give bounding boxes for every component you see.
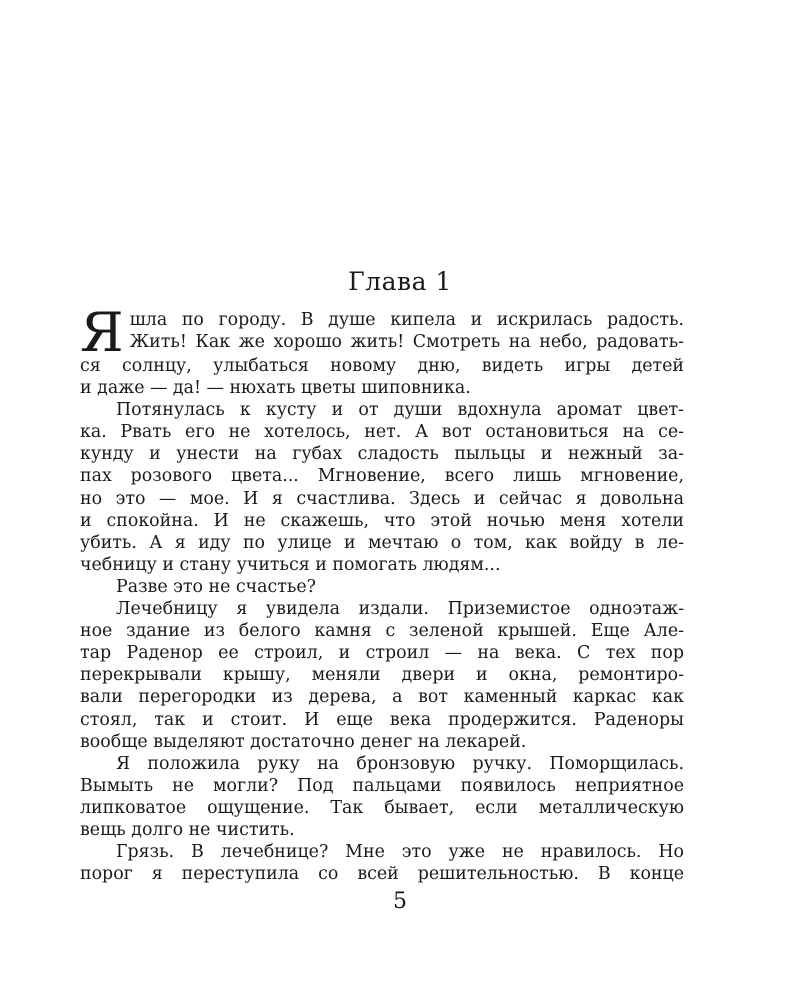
text-line: но это — мое. И я счастлива. Здесь и сейчас я довольна (80, 488, 684, 509)
text-line: перекрывали крышу, меняли двери и окна, ремонтиро- (80, 665, 684, 686)
text-line: тар Раденор ее строил, и строил — на века. С тех пор (80, 643, 684, 664)
page-number: 5 (393, 889, 407, 914)
text-line: и спокойна. И не скажешь, что этой ночью меня хотели (80, 510, 684, 531)
chapter-title: Глава 1 (348, 267, 452, 296)
body-text (80, 309, 684, 885)
text-line: вообще выделяют достаточно денег на лекарей. (80, 731, 527, 752)
text-line: Разве это не счастье? (116, 576, 316, 597)
drop-cap: Я (80, 309, 124, 355)
text-line: липковатое ощущение. Так бывает, если металлическую (80, 797, 684, 818)
text-line: вещь долго не чистить. (80, 819, 295, 840)
text-line: Лечебницу я увидела издали. Приземистое одноэтаж- (116, 599, 684, 620)
text-line: убить. А я иду по улице и мечтаю о том, как войду в ле- (80, 532, 684, 553)
text-line: Потянулась к кусту и от души вдохнула аромат цвет- (116, 400, 684, 421)
text-line: чебницу и стану учиться и помогать людям... (80, 554, 501, 575)
text-line: порог я переступила со всей решительностью. В конце (80, 864, 684, 885)
text-line: и даже — да! — нюхать цветы шиповника. (80, 378, 471, 399)
text-line: стоял, так и стоит. И еще века продержится. Раденоры (80, 709, 684, 730)
text-line: Я положила руку на бронзовую ручку. Поморщилась. (116, 753, 684, 774)
text-line: шла по городу. В душе кипела и искрилась радость. (129, 310, 684, 330)
opening-paragraph (80, 309, 684, 355)
text-line: вали перегородки из дерева, а вот каменный каркас как (80, 687, 684, 708)
text-line: Вымыть не могли? Под пальцами появилось неприятное (80, 775, 684, 796)
text-line: пах розового цвета... Мгновение, всего лишь мгновение, (80, 466, 684, 487)
text-line: Жить! Как же хорошо жить! Смотреть на небо, радовать- (129, 332, 684, 353)
text-line: ся солнцу, улыбаться новому дню, видеть игры детей (80, 356, 684, 376)
text-line: кунду и унести на губах сладость пыльцы и нежный за- (80, 444, 684, 465)
text-line: ное здание из белого камня с зеленой крышей. Еще Але- (80, 621, 684, 642)
text-line: Грязь. В лечебнице? Мне это уже не нравилось. Но (116, 842, 684, 863)
text-line: ка. Рвать его не хотелось, нет. А вот остановиться на се- (80, 422, 684, 443)
